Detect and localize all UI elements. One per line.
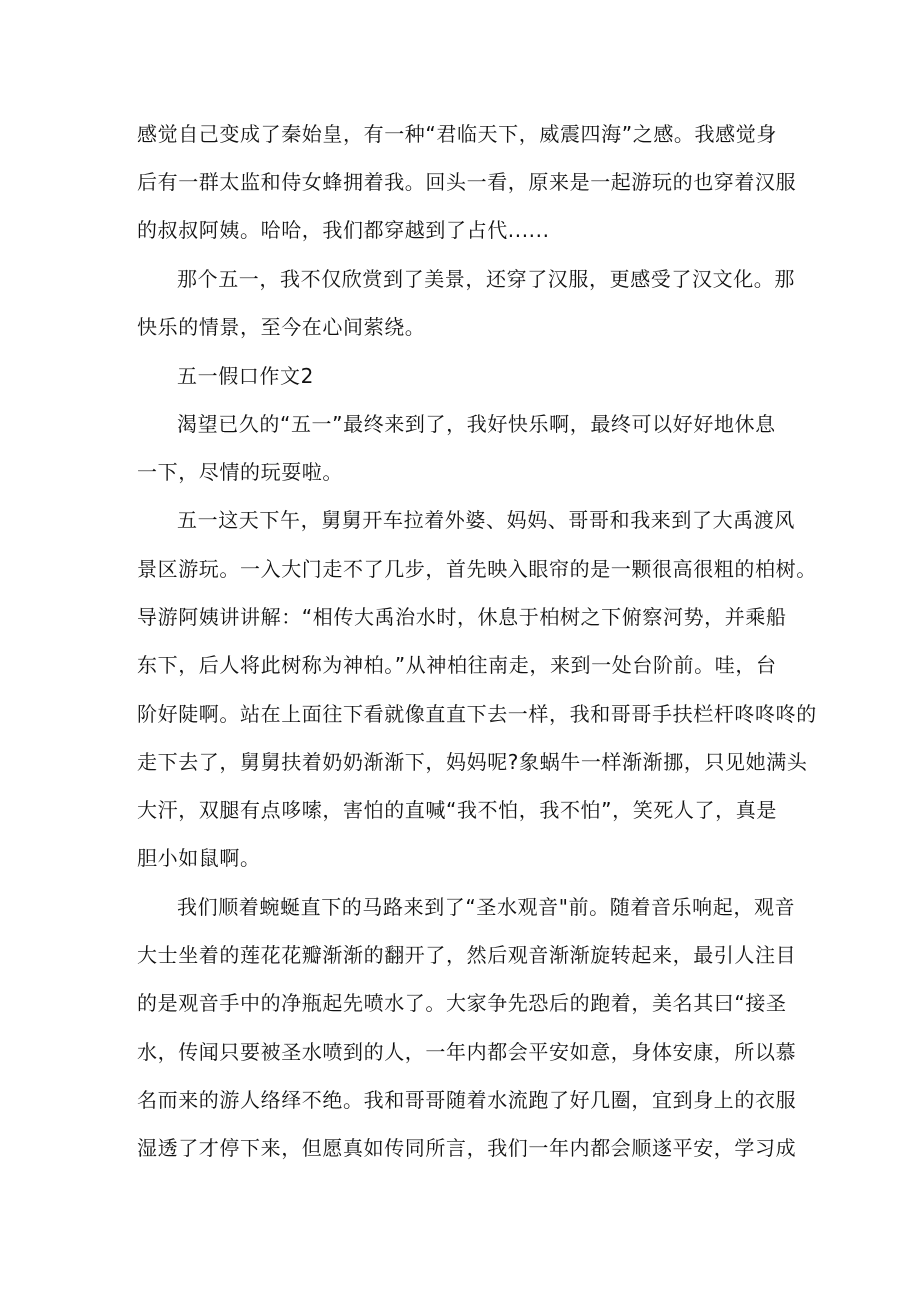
text-line: 感觉自己变成了秦始皇，有一种“君临天下，威震四海”之感。我感觉身 [137,122,777,146]
text-line: 大士坐着的莲花花瓣渐渐的翻开了，然后观音渐渐旋转起来，最引人注目 [137,943,797,967]
text-line: 湿透了才停下来，但愿真如传同所言，我们一年内都会顺遂平安，学习成 [137,1136,797,1160]
text-line: 快乐的情景，至今在心间萦绕。 [137,315,426,339]
text-line: 五一这天下午，舅舅开车拉着外婆、妈妈、哥哥和我来到了大禹渡风 [177,508,795,532]
text-line: 名而来的游人络绎不绝。我和哥哥随着水流跑了好几圈，宜到身上的衣服 [137,1088,797,1112]
text-line: 后有一群太监和侍女蜂拥着我。回头一看，原来是一起游玩的也穿着汉服 [137,170,797,194]
text-line: 我们顺着蜿蜒直下的马路来到了“圣水观音"前。随着音乐响起，观音 [177,895,796,919]
text-line: 胆小如鼠啊。 [137,846,261,870]
text-line: 的叔叔阿姨。哈哈，我们都穿越到了占代...... [137,218,550,242]
text-line: 走下去了，舅舅扶着奶奶渐渐下，妈妈呢?象蜗牛一样渐渐挪，只见她满头 [137,750,808,774]
text-line: 水，传闻只要被圣水喷到的人，一年内都会平安如意，身体安康，所以慕 [137,1040,797,1064]
section-heading: 五一假口作文2 [177,364,314,388]
text-line: 一下，尽情的玩耍啦。 [137,460,343,484]
text-line: 那个五一，我不仅欣赏到了美景，还穿了汉服，更感受了汉文化。那 [177,267,795,291]
text-line: 景区游玩。一入大门走不了几步，首先映入眼帘的是一颗很高很粗的柏树。 [137,557,817,581]
text-line: 导游阿姨讲讲解：“相传大禹治水时，休息于柏树之下俯察河势，并乘船 [137,605,787,629]
text-line: 东下，后人将此树称为神柏。”从神柏往南走，来到一处台阶前。哇，台 [137,653,777,677]
text-line: 大汗，双腿有点哆嗦，害怕的直喊“我不怕，我不怕”，笑死人了，真是 [137,798,777,822]
text-line: 的是观音手中的净瓶起先喷水了。大家争先恐后的跑着，美名其曰“接圣 [137,991,787,1015]
text-line: 阶好陡啊。站在上面往下看就像直直下去一样，我和哥哥手扶栏杆咚咚咚的 [137,702,817,726]
text-line: 渴望已久的“五一”最终来到了，我好快乐啊，最终可以好好地休息 [177,412,776,436]
